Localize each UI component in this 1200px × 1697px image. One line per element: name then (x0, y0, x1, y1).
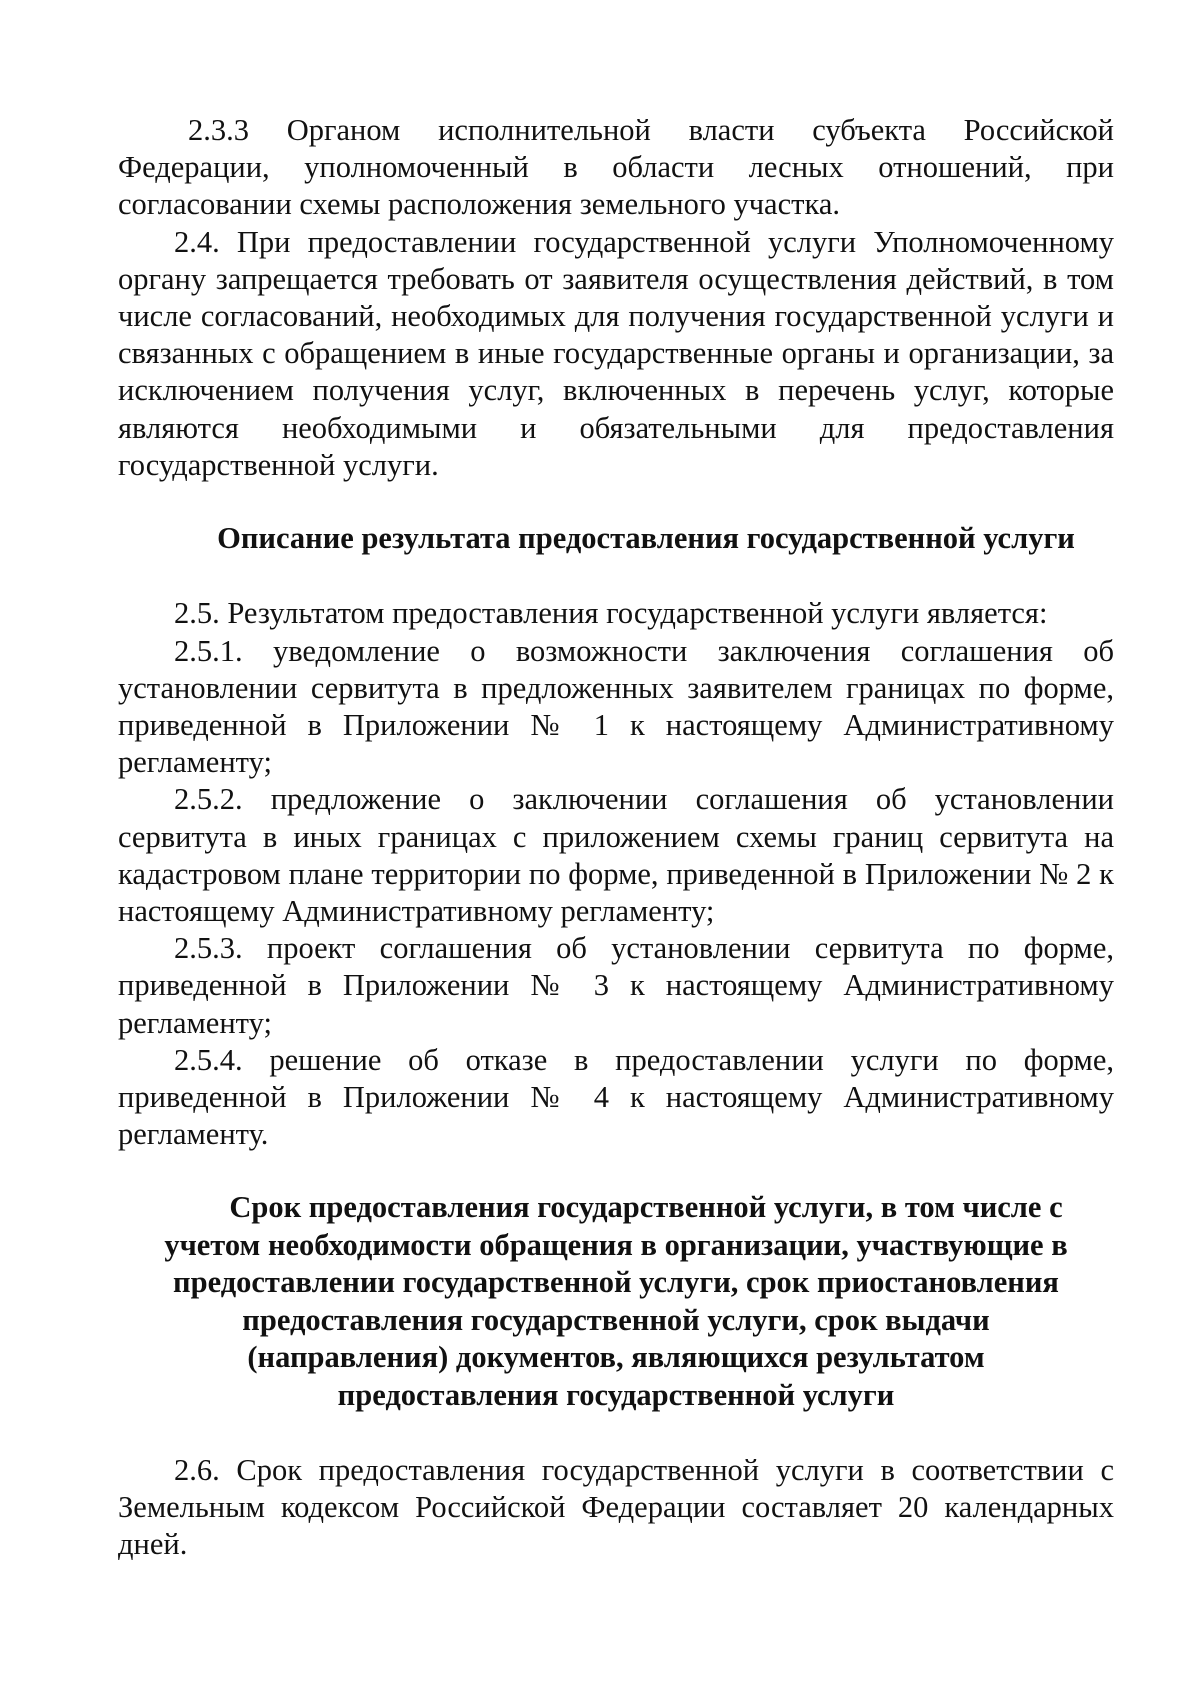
heading-line: предоставлении государственной услуги, срок приостановления (173, 1265, 1059, 1300)
paragraph-2-6: 2.6. Срок предоставления государственной услуги в соответствии с Земельным кодексом Российской Федерации составляет 20 календарных дней. (118, 1452, 1114, 1562)
heading-line: учетом необходимости обращения в организации, участвующие в (164, 1227, 1068, 1262)
section-heading-result: Описание результата предоставления государственной услуги (217, 521, 1075, 556)
spacer (118, 1414, 1114, 1452)
paragraph-2-5: 2.5. Результатом предоставления государственной услуги является: (174, 596, 1048, 631)
heading-line: предоставления государственной услуги, срок выдачи (242, 1302, 990, 1337)
paragraph-2-5-3: 2.5.3. проект соглашения об установлении сервитута по форме, приведенной в Приложении № 3 к настоящему Административному регламенту; (118, 931, 1114, 1040)
heading-line: предоставления государственной услуги (337, 1377, 895, 1412)
heading-line: (направления) документов, являющихся результатом (247, 1340, 985, 1375)
paragraph-2-4: 2.4. При предоставлении государственной услуги Уполномоченному органу запрещается требовать от заявителя осуществления действий, в том числе согласований, необходимых для получения государственной услуги и связанных с обращением в иные государственные органы и организации, за исключением получения услуг, включенных в перечень услуг, которые являются необходимыми и обязательными для предоставления государственной услуги. (118, 224, 1114, 482)
paragraph-2-5-2: 2.5.2. предложение о заключении соглашения об установлении сервитута в иных границах с приложением схемы границ сервитута на кадастровом плане территории по форме, приведенной в Приложении № 2 к настоящему Административному регламенту; (118, 782, 1114, 929)
section-heading-term (118, 1189, 1114, 1413)
spacer (118, 1153, 1114, 1189)
paragraph-2-3-3: 2.3.3 Органом исполнительной власти субъекта Российской Федерации, уполномоченный в области лесных отношений, при согласовании схемы расположения земельного участка. (118, 113, 1114, 222)
spacer (118, 484, 1114, 520)
heading-line: Срок предоставления государственной услуги, в том числе с (229, 1190, 1063, 1225)
spacer (118, 557, 1114, 595)
paragraph-2-5-4: 2.5.4. решение об отказе в предоставлении услуги по форме, приведенной в Приложении № 4 к настоящему Административному регламенту. (118, 1042, 1114, 1152)
paragraph-2-5-1: 2.5.1. уведомление о возможности заключения соглашения об установлении сервитута в предложенных заявителем границах по форме, приведенной в Приложении № 1 к настоящему Административному регламенту; (118, 633, 1114, 780)
